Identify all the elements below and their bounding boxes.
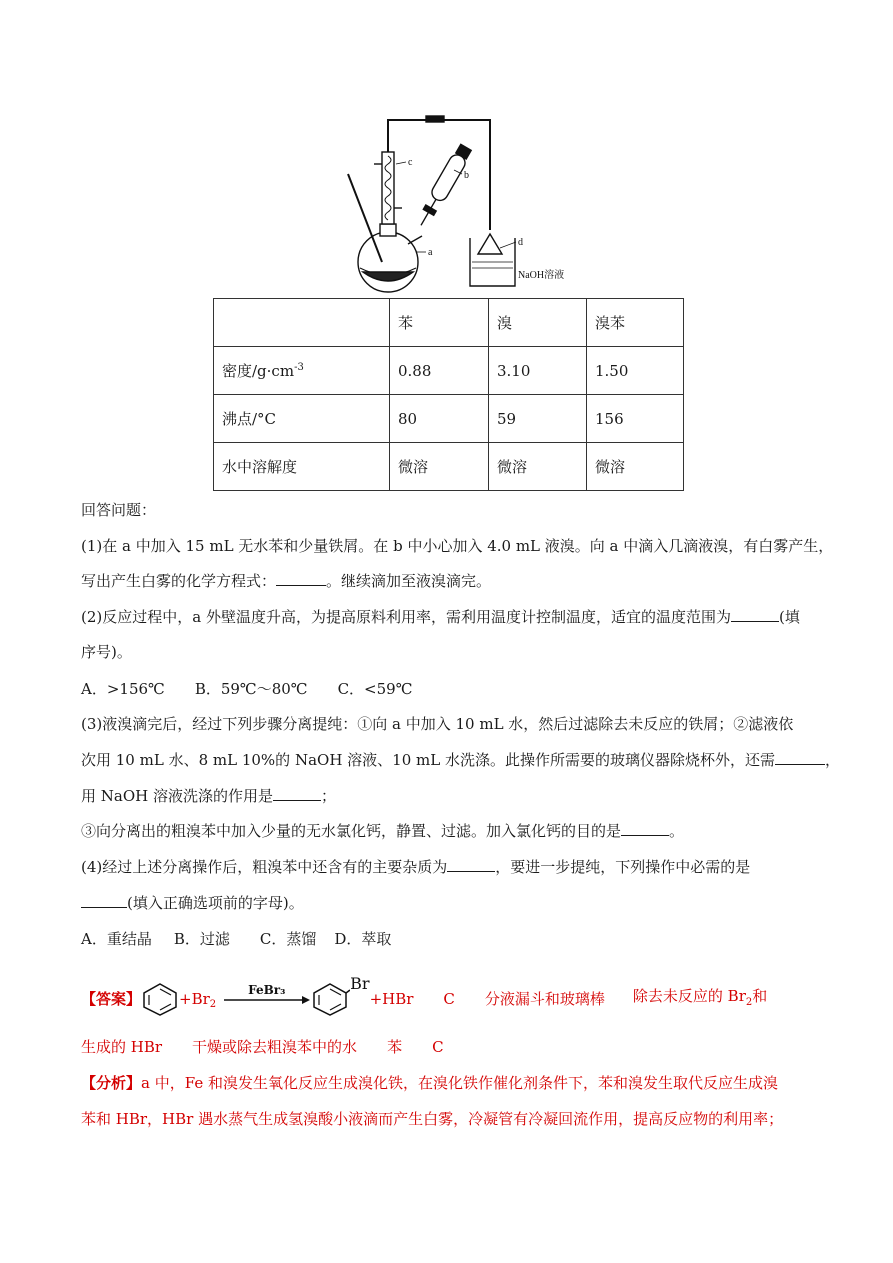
table-cell: 0.88 xyxy=(390,347,489,395)
q3-line3: 用 NaOH 溶液洗涤的作用是 ； xyxy=(81,787,336,805)
q4-line1: (4)经过上述分离操作后，粗溴苯中还含有的主要杂质为 ，要进一步提纯，下列操作中必需的是 xyxy=(81,858,751,876)
answer-line1: 【答案】 $+Br_2$ FeBr₃ Br+HBr C 分液漏斗和玻璃棒 除去未反应的 $Br_2$和 xyxy=(81,982,767,1012)
benzene-ring-icon xyxy=(141,982,179,1016)
answer-q3c: 干燥或除去粗溴苯中的水 xyxy=(192,1038,358,1056)
answer-blank xyxy=(273,786,321,801)
thermometer xyxy=(348,174,382,262)
flask-liquid xyxy=(363,272,413,281)
table-row xyxy=(214,395,684,443)
answer-blank xyxy=(621,821,669,836)
answer-q3b: 除去未反应的 $Br_2$和 xyxy=(632,986,768,1008)
answer-tag: 【答案】 xyxy=(81,990,142,1008)
q3-line4: ③向分离出的粗溴苯中加入少量的无水氯化钙，静置、过滤。加入氯化钙的目的是 。 xyxy=(81,822,685,840)
answer-q4b: C xyxy=(432,1038,444,1056)
table-cell: 3.10 xyxy=(489,347,587,395)
option-c: C．蒸馏 xyxy=(259,930,317,948)
table-header-bromine: 溴 xyxy=(489,299,587,347)
gas-tube xyxy=(388,120,490,230)
option-b: B．59℃～80℃ xyxy=(194,680,308,698)
table-cell: 80 xyxy=(390,395,489,443)
q2-line1: (2)反应过程中，a 外壁温度升高，为提高原料利用率，需利用温度计控制温度，适宜的温度范围为 (填 xyxy=(81,608,800,626)
reaction-arrow: FeBr₃ xyxy=(222,986,310,1012)
table-header-bromobenzene: 溴苯 xyxy=(587,299,684,347)
table-cell: 59 xyxy=(489,395,587,443)
table-row xyxy=(214,347,684,395)
table-cell: 微溶 xyxy=(489,443,587,491)
table-cell: 1.50 xyxy=(587,347,684,395)
answer-blank xyxy=(276,571,326,586)
answer-blank xyxy=(775,750,825,765)
intro-text: 回答问题： xyxy=(81,501,157,519)
option-a: A．>156℃ xyxy=(81,680,165,698)
table-cell: 156 xyxy=(587,395,684,443)
answer-blank xyxy=(81,893,127,908)
q3-line2: 次用 10 mL 水、8 mL 10%的 NaOH 溶液、10 mL 水洗涤。此操作所需要的玻璃仪器除烧杯外，还需 ， xyxy=(81,751,840,769)
q3-line1: (3)液溴滴完后，经过下列步骤分离提纯：①向 a 中加入 10 mL 水，然后过滤除去未反应的铁屑；②滤液依 xyxy=(81,715,794,733)
answer-q2: C xyxy=(443,990,455,1008)
table-cell xyxy=(214,299,390,347)
option-a: A．重结晶 xyxy=(81,930,152,948)
option-d: D．萃取 xyxy=(334,930,392,948)
table-cell: 微溶 xyxy=(587,443,684,491)
dropping-funnel xyxy=(414,143,473,229)
analysis-line2: 苯和 HBr，HBr 遇水蒸气生成氢溴酸小液滴而产生白雾，冷凝管有冷凝回流作用，提高反应物的利用率； xyxy=(81,1110,784,1128)
table-row xyxy=(214,443,684,491)
answer-q3a: 分液漏斗和玻璃棒 xyxy=(484,990,605,1008)
q4-options xyxy=(81,929,391,949)
answer-blank xyxy=(731,607,779,622)
q2-line2: 序号)。 xyxy=(81,643,132,661)
analysis-line1: 【分析】a 中，Fe 和溴发生氧化反应生成溴化铁，在溴化铁作催化剂条件下，苯和溴发生取代反应生成溴 xyxy=(81,1074,778,1092)
row-label-solubility: 水中溶解度 xyxy=(214,443,390,491)
answer-q4a: 苯 xyxy=(387,1038,403,1056)
analysis-tag: 【分析】 xyxy=(81,1074,142,1092)
label-naoh: NaOH溶液 xyxy=(518,270,565,281)
q2-options xyxy=(81,679,413,699)
answer-blank xyxy=(447,857,495,872)
option-c: C．<59℃ xyxy=(337,680,413,698)
q1-line1: (1)在 a 中加入 15 mL 无水苯和少量铁屑。在 b 中小心加入 4.0 mL 液溴。向 a 中滴入几滴液溴，有白雾产生， xyxy=(81,537,834,555)
bromobenzene-ring-icon xyxy=(310,982,350,1016)
label-c: c xyxy=(408,157,413,168)
table-cell: 微溶 xyxy=(390,443,489,491)
table-header-benzene: 苯 xyxy=(390,299,489,347)
label-d: d xyxy=(518,237,523,248)
flask-bulb xyxy=(358,232,418,292)
q1-line2: 写出产生白雾的化学方程式： 。继续滴加至液溴滴完。 xyxy=(81,572,492,590)
properties-table xyxy=(213,298,684,491)
answer-line2: 生成的 HBr 干燥或除去粗溴苯中的水 苯 C xyxy=(81,1038,444,1056)
label-b: b xyxy=(464,170,469,181)
label-a: a xyxy=(428,247,433,258)
q4-line2: (填入正确选项前的字母)。 xyxy=(81,893,304,913)
row-label-boiling-point: 沸点/°C xyxy=(214,395,390,443)
row-label-density: 密度$/g\cdot cm^{-3}$ xyxy=(214,347,390,395)
table-header-row xyxy=(214,299,684,347)
apparatus-diagram xyxy=(330,112,590,294)
option-b: B．过滤 xyxy=(173,930,230,948)
